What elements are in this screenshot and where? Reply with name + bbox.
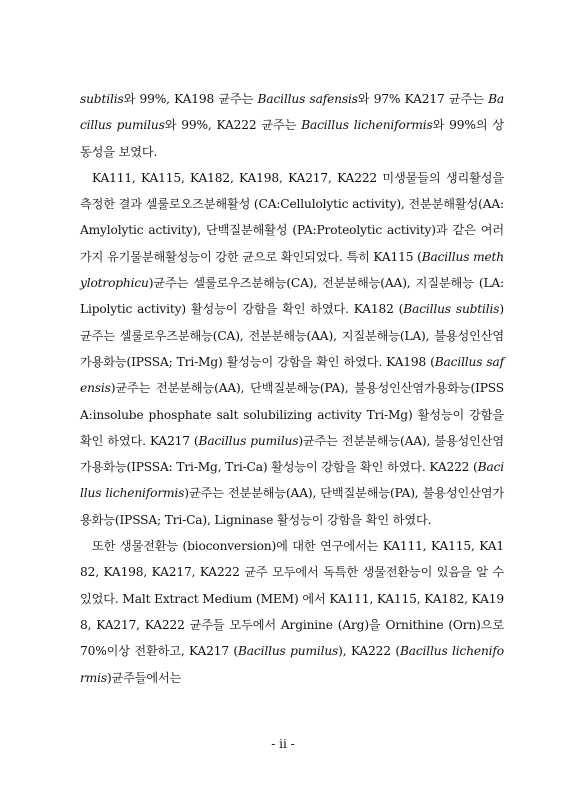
text-run: 와 99%, KA222 균주는 [164, 118, 302, 133]
species-name: Bacillus pumilus [238, 644, 339, 659]
paragraph [80, 165, 504, 533]
text-run: 와 97% KA217 균주는 [357, 92, 489, 106]
text-run: 와 99%, KA198 균주는 [123, 92, 258, 106]
species-name: Bacillus licheniformis [301, 118, 433, 133]
page-number: - ii - [271, 737, 295, 751]
text-run: )균주는 전분분해능(AA), 단백질분해능(PA), 불용성인산염가용화능(IPSSA; Tri-Ca), Ligninase 활성능이 강함을 확인 하였다. [80, 486, 504, 527]
species-name: Bacillus pumilus [80, 92, 504, 133]
text-run: )균주는 셀룰로우즈분해능(CA), 전분분해능(AA), 지질분해능 (LA:Lipolytic activity) 활성능이 강함을 확인 하였다. KA182 ( [80, 276, 504, 317]
text-run: )균주는 전분분해능(AA), 불용성인산염가용화능(IPSSA: Tri-Mg, Tri-Ca) 활성능이 강함을 확인 하였다. KA222 ( [80, 433, 504, 475]
paragraph [80, 86, 504, 165]
text-run: ), KA222 ( [338, 644, 400, 659]
paragraph [80, 533, 504, 691]
species-name: Bacillus pumilus [198, 433, 299, 448]
body-text [80, 86, 504, 691]
species-name: Bacillus licheniformis [80, 460, 504, 501]
species-name: Bacillus safensis [80, 354, 505, 396]
text-run: )균주는 전분분해능(AA), 단백질분해능(PA), 불용성인산염가용화능(IPSSA:insolube phosphate salt solubilizing activity Tri-Mg) 활성능이 강함을 확인 하였다. KA217 ( [80, 381, 504, 448]
species-name: Bacillus safensis [257, 92, 358, 106]
species-name: Bacillus licheniformis [80, 644, 504, 685]
text-run: 와 99%의 상동성을 보였다. [80, 118, 504, 159]
text-run: )균주들에서는 [106, 670, 182, 685]
species-name: Bacillus methylotrophicu [80, 249, 504, 291]
species-name: Bacillus subtilis [403, 302, 500, 317]
text-run: )균주는 셀룰로우즈분해능(CA), 전분분해능(AA), 지질분해능(LA), 불용성인산염가용화능(IPSSA; Tri-Mg) 활성능이 강함을 확인 하였다. KA198 ( [80, 302, 504, 369]
text-run: 또한 생물전환능 (bioconversion)에 대한 연구에서는 KA111, KA115, KA182, KA198, KA217, KA222 균주 모두에서 독특한 생물전환능이 있음을 알 수 있었다. Malt Extract Medium (MEM) 에서 KA111, KA115, KA182, KA198, KA217, KA222 균주들 모두에서 Arginine (Arg)을 Ornithine (Orn)으로 70%이상 전환하고, KA217 ( [80, 539, 504, 659]
text-run: KA111, KA115, KA182, KA198, KA217, KA222 미생물들의 생리활성을 측정한 결과 셀룰로오즈분해활성 (CA:Cellulolytic activity), 전분분해활성(AA:Amylolytic activity), 단백질분해활성 (PA:Proteolytic activity)과 같은 여러 가지 유기물분해활성능이 강한 균으로 확인되었다. 특히 KA115 ( [80, 170, 504, 264]
species-name: subtilis [80, 92, 124, 106]
